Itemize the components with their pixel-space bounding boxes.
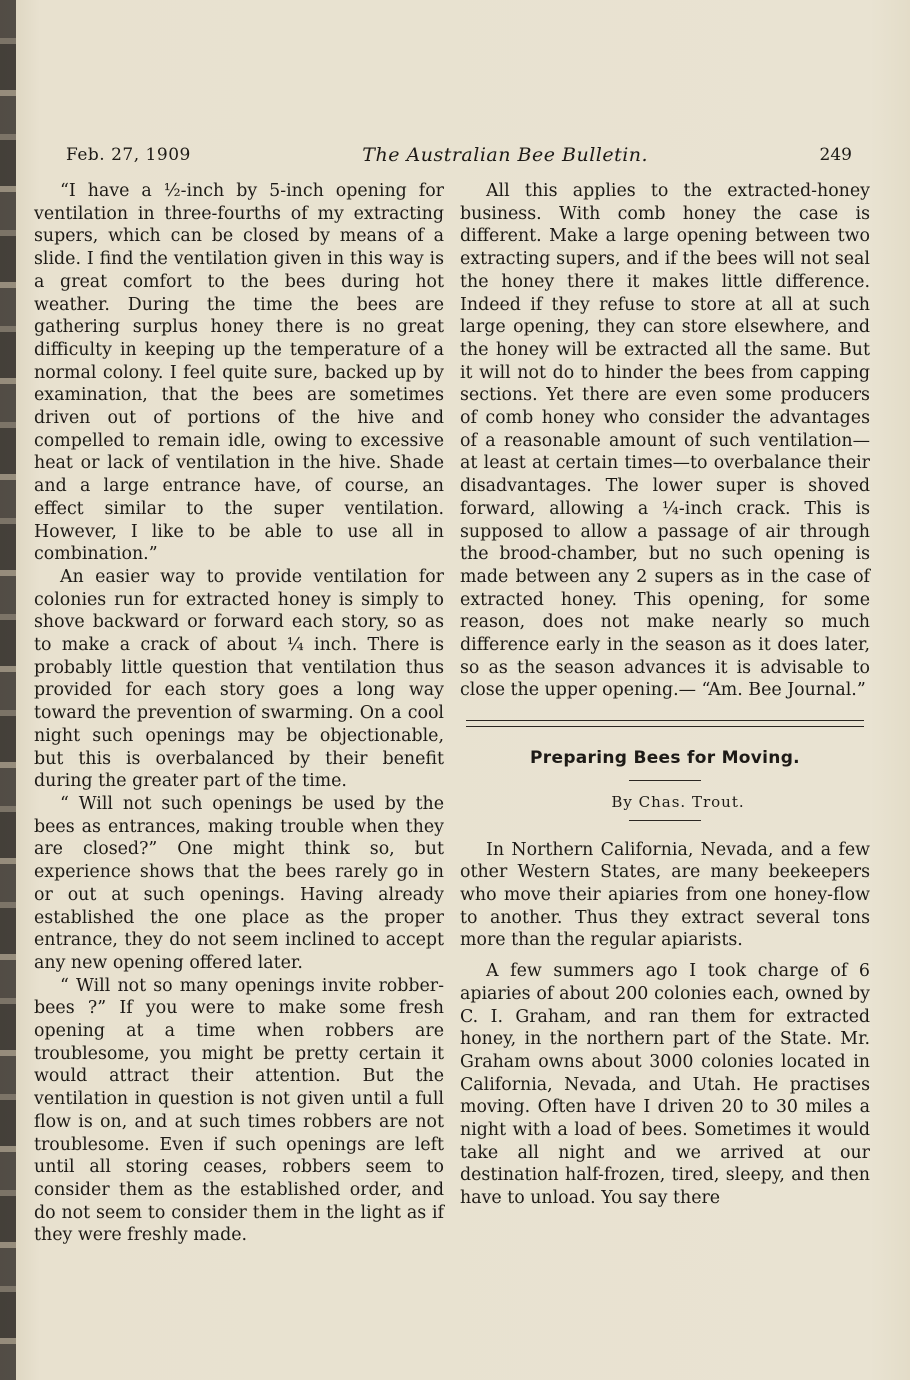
byline-rule [629,820,701,821]
left-column [34,180,444,1247]
paragraph: “I have a ½-inch by 5-inch opening for ventilation in three-fourths of my extracting supers, which can be closed by means of a slide. I find the ventilation given in this way is a great comfort to the bees during hot weather. During the time the bees are gathering surplus honey there is no great difficulty in keeping up the temperature of a normal colony. I feel quite sure, backed up by examination, that the bees are sometimes driven out of portions of the hive and compelled to remain idle, owing to excessive heat or lack of ventilation in the hive. Shade and a large entrance have, of course, an effect similar to the super ventilation. However, I like to be able to use all in combination.” [34,181,444,565]
byline: By Chas. Trout. [611,792,745,811]
paragraph: All this applies to the extracted-honey business. With comb honey the case is different. Make a large opening between two extracting supers, and if the bees will not seal the honey there it makes little difference. Indeed if they refuse to store at all at such large opening, they can store elsewhere, and the honey will be extracted all the same. But it will not do to hinder the bees from capping sections. Yet there are even some producers of comb honey who consider the advantages of a reasonable amount of such ventilation—at least at certain times—to overbalance their disadvantages. The lower super is shoved forward, allowing a ¼-inch crack. This is supposed to allow a passage of air through the brood-chamber, but no such opening is made between any 2 supers as in the case of extracted honey. This opening, for some reason, does not make nearly so much difference early in the season as it does later, so as the season advances it is advisable to close the upper opening.— “Am. Bee Journal.” [460,181,870,701]
paragraph: In Northern California, Nevada, and a few other Western States, are many beekeepers who move their apiaries from one honey-flow to another. Thus they extract several tons more than the regular apiarists. [460,839,870,951]
title-rule [629,780,701,781]
article-title: Preparing Bees for Moving. [530,748,800,769]
section-divider [466,720,864,727]
running-header [66,140,852,170]
torn-page-edge [0,0,16,1380]
paragraph: A few summers ago I took charge of 6 apiaries of about 200 colonies each, owned by C. I. Graham, and ran them for extracted honey, in the northern part of the State. Mr. Graham owns about 3000 colonies located in California, Nevada, and Utah. He practises moving. Often have I driven 20 to 30 miles a night with a load of bees. Sometimes it would take all night and we arrived at our destination half-frozen, tired, sleepy, and then have to unload. You say there [460,961,870,1209]
paragraph: An easier way to provide ventilation for colonies run for extracted honey is simply to shove backward or forward each story, so as to make a crack of about ¼ inch. There is probably little question that ventilation thus provided for each story goes a long way toward the prevention of swarming. On a cool night such openings may be objectionable, but this is overbalanced by their benefit during the greater part of the time. [34,566,444,792]
page-number: 249 [819,145,852,165]
right-column [460,180,870,1210]
paragraph: “ Will not such openings be used by the bees as entrances, making trouble when they are closed?” One might think so, but experience shows that the bees rarely go in or out at such openings. Having already established the one place as the proper entrance, they do not seem inclined to accept any new opening offered later. [34,793,444,973]
journal-title: The Australian Bee Bulletin. [362,144,649,166]
paragraph: “ Will not so many openings invite robber-bees ?” If you were to make some fresh opening at a time when robbers are troublesome, you might be pretty certain it would attract their attention. But the ventilation in question is not given until a full flow is on, and at such times robbers are not troublesome. Even if such openings are left until all storing ceases, robbers seem to consider them as the established order, and do not seem to consider them in the light as if they were freshly made. [34,975,444,1246]
header-date: Feb. 27, 1909 [66,145,191,165]
